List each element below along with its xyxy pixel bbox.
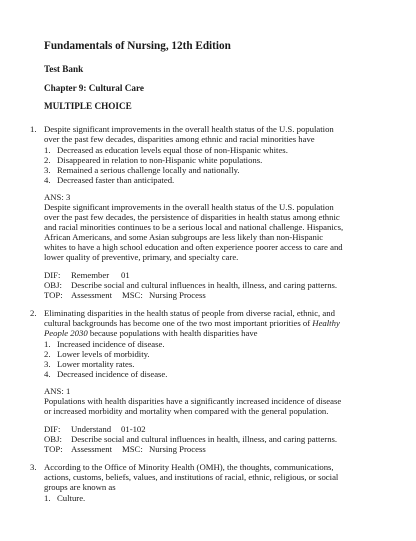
question-stem-line: groups are known as (44, 482, 116, 492)
document-subtitle: Test Bank (44, 64, 84, 74)
rationale-line: Populations with health disparities have a significantly increased incidence of disease (44, 396, 342, 406)
option-number: 2. (44, 155, 51, 165)
stem-italic-text: People 2030 (44, 328, 88, 338)
rationale-line: Despite significant improvements in the overall health status of the U.S. population (44, 202, 334, 212)
rationale-line: over the past few decades, the persistence of disparities in health status among ethnic (44, 212, 340, 222)
topic-line (44, 290, 206, 300)
answer-option: Culture. (57, 493, 86, 503)
section-heading: MULTIPLE CHOICE (44, 101, 132, 111)
stem-text: because populations with health disparities have (87, 328, 258, 338)
objective-line (44, 280, 337, 290)
top-value: Assessment (71, 290, 113, 300)
option-number: 4. (44, 369, 51, 379)
option-number: 1. (44, 493, 51, 503)
option-number: 3. (44, 165, 51, 175)
msc-label: MSC: (122, 290, 143, 300)
option-number: 4. (44, 175, 51, 185)
objective-line (44, 434, 337, 444)
chapter-heading: Chapter 9: Cultural Care (44, 83, 144, 93)
dif-code: 01 (121, 270, 130, 280)
difficulty-line (44, 424, 146, 434)
msc-label: MSC: (122, 444, 143, 454)
answer-key: ANS: 3 (44, 192, 71, 202)
question-stem-line (44, 328, 258, 338)
rationale-line: African Americans, and some Asian subgroups are less likely than non-Hispanic (44, 232, 324, 242)
option-number: 1. (44, 145, 51, 155)
option-number: 2. (44, 349, 51, 359)
question-stem-line: Despite significant improvements in the overall health status of the U.S. population (44, 124, 334, 134)
option-number: 1. (44, 339, 51, 349)
answer-option: Lower levels of morbidity. (57, 349, 150, 359)
answer-option: Remained a serious challenge locally and nationally. (57, 165, 240, 175)
question-number: 1. (30, 124, 37, 134)
document-title: Fundamentals of Nursing, 12th Edition (44, 40, 231, 52)
question-stem-line (44, 318, 340, 328)
question-stem-line: actions, customs, beliefs, values, and institutions of racial, ethnic, religious, or social (44, 472, 339, 482)
stem-italic-text: Healthy (312, 318, 340, 328)
dif-label: DIF: (44, 270, 61, 280)
question-stem-line: over the past few decades, disparities among ethnic and racial minorities have (44, 134, 315, 144)
answer-option: Decreased incidence of disease. (57, 369, 168, 379)
answer-option: Decreased as education levels equal those of non-Hispanic whites. (57, 145, 288, 155)
dif-value: Understand (71, 424, 112, 434)
question-stem-line: Eliminating disparities in the health status of people from diverse racial, ethnic, and (44, 308, 335, 318)
answer-key: ANS: 1 (44, 386, 71, 396)
question-number: 2. (30, 308, 37, 318)
rationale-line: and racial minorities continues to be a serious local and national challenge. Hispanics, (44, 222, 344, 232)
top-label: TOP: (44, 290, 63, 300)
answer-option: Lower mortality rates. (57, 359, 135, 369)
answer-option: Decreased faster than anticipated. (57, 175, 175, 185)
question-number: 3. (30, 462, 37, 472)
top-value: Assessment (71, 444, 113, 454)
difficulty-line (44, 270, 130, 280)
obj-value: Describe social and cultural influences in health, illness, and caring patterns. (71, 434, 338, 444)
msc-value: Nursing Process (149, 444, 206, 454)
rationale-line: whites to have a high school education and often experience poorer access to care and (44, 242, 343, 252)
top-label: TOP: (44, 444, 63, 454)
dif-value: Remember (71, 270, 110, 280)
obj-label: OBJ: (44, 280, 62, 290)
stem-text: cultural backgrounds has become one of the two most important priorities of (44, 318, 313, 328)
question-stem-line: According to the Office of Minority Health (OMH), the thoughts, communications, (44, 462, 334, 472)
dif-code: 01-102 (121, 424, 146, 434)
rationale-line: or increased morbidity and mortality when compared with the general population. (44, 406, 329, 416)
obj-label: OBJ: (44, 434, 62, 444)
option-number: 3. (44, 359, 51, 369)
answer-option: Disappeared in relation to non-Hispanic white populations. (57, 155, 263, 165)
rationale-line: lower quality of preventive, primary, and specialty care. (44, 252, 239, 262)
dif-label: DIF: (44, 424, 61, 434)
obj-value: Describe social and cultural influences in health, illness, and caring patterns. (71, 280, 338, 290)
topic-line (44, 444, 206, 454)
msc-value: Nursing Process (149, 290, 206, 300)
answer-option: Increased incidence of disease. (57, 339, 165, 349)
